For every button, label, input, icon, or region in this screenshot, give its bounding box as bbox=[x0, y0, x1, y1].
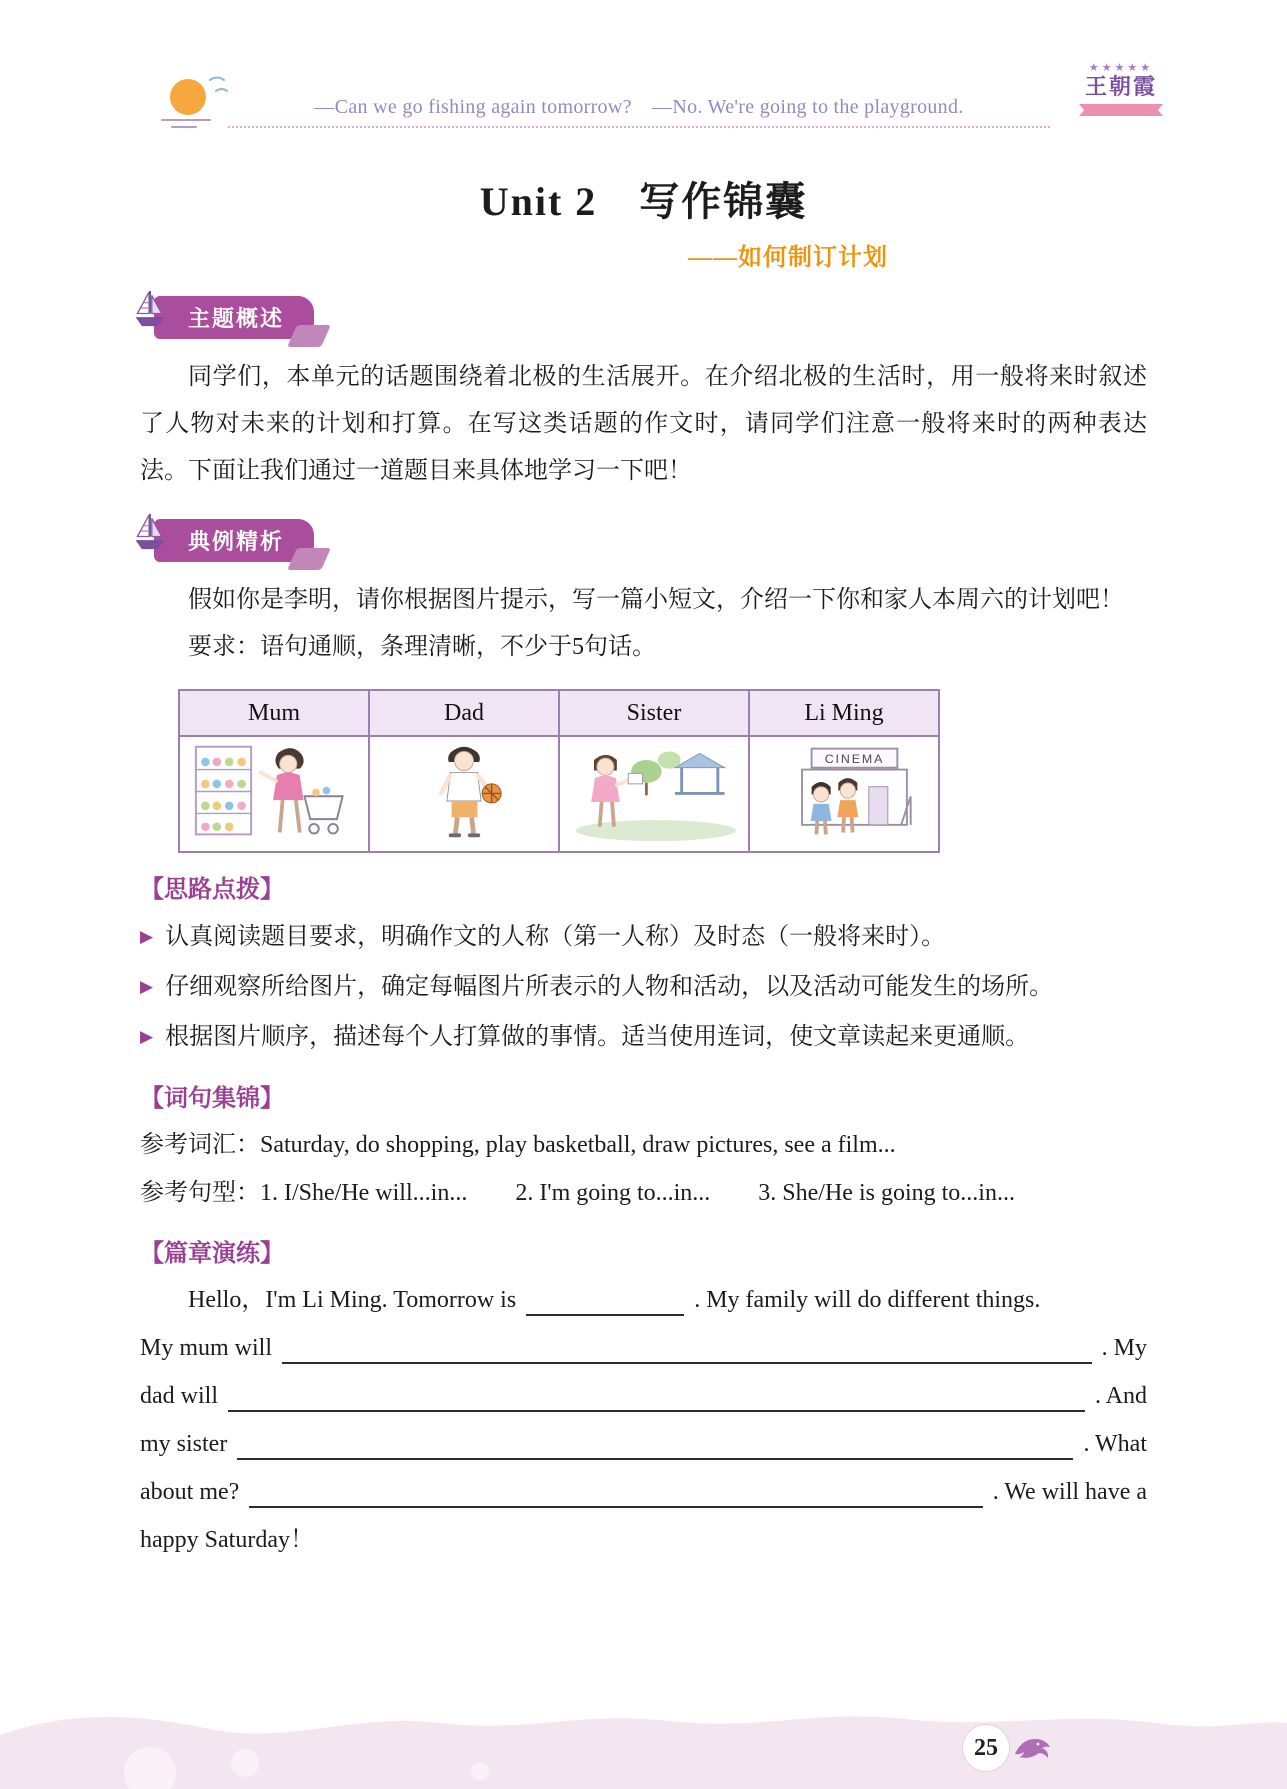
line-text: . And bbox=[1094, 1383, 1147, 1409]
section-example-header bbox=[140, 517, 1147, 561]
cell-sister bbox=[559, 736, 749, 852]
page-header bbox=[0, 0, 1287, 148]
sailboat-icon bbox=[132, 511, 168, 558]
logo-stars-icon: ★★★★★ bbox=[1088, 62, 1154, 74]
mum-shopping-illustration bbox=[188, 741, 360, 842]
section-topic-overview-header bbox=[140, 294, 1147, 338]
practice-line-2 bbox=[140, 1324, 1147, 1372]
fill-blank[interactable] bbox=[228, 1376, 1085, 1412]
tips-heading: 【思路点拨】 bbox=[140, 876, 284, 903]
vocab-heading: 【词句集锦】 bbox=[140, 1085, 284, 1112]
line-text: my sister bbox=[140, 1431, 228, 1457]
dolphin-icon bbox=[1011, 1730, 1055, 1767]
tip-item bbox=[140, 962, 1147, 1012]
example-requirement: 要求：语句通顺，条理清晰，不少于5句话。 bbox=[188, 634, 656, 660]
liming-cinema-illustration bbox=[758, 741, 930, 842]
cinema-sign-text: CINEMA bbox=[824, 751, 885, 766]
example-prompt: 假如你是李明，请你根据图片提示，写一篇小短文，介绍一下你和家人本周六的计划吧！ bbox=[188, 587, 1124, 613]
topic-overview-badge: 主题概述 bbox=[154, 296, 314, 339]
line-text: Hello，I'm Li Ming. Tomorrow is bbox=[188, 1287, 517, 1313]
cell-liming bbox=[749, 736, 939, 852]
practice-line-3 bbox=[140, 1372, 1147, 1420]
sister-drawing-illustration bbox=[568, 741, 740, 842]
practice-line-4 bbox=[140, 1420, 1147, 1468]
table-image-row bbox=[179, 736, 939, 852]
line-text: . My family will do different things. bbox=[694, 1287, 1041, 1313]
topic-overview-paragraph: 同学们，本单元的话题围绕着北极的生活展开。在介绍北极的生活时，用一般将来时叙述了人物对未来的计划和打算。在写这类话题的作文时，请同学们注意一般将来时的两种表达法。下面让我们通过一道题目来具体地学习一下吧！ bbox=[140, 364, 1147, 484]
tip-text: 仔细观察所给图片，确定每幅图片所表示的人物和活动，以及活动可能发生的场所。 bbox=[165, 974, 1054, 1000]
tip-text: 根据图片顺序，描述每个人打算做的事情。适当使用连词，使文章读起来更通顺。 bbox=[165, 1024, 1030, 1050]
table-header-row bbox=[179, 690, 939, 736]
fill-blank[interactable] bbox=[249, 1472, 982, 1508]
sailboat-icon bbox=[132, 288, 168, 335]
page-number: 25 bbox=[963, 1725, 1009, 1771]
header-dialogue-rule bbox=[228, 90, 1050, 128]
unit-title: Unit 2 写作锦囊 bbox=[479, 179, 808, 224]
fill-blank[interactable] bbox=[526, 1280, 684, 1316]
fill-blank[interactable] bbox=[282, 1328, 1092, 1364]
cell-dad bbox=[369, 736, 559, 852]
brand-logo bbox=[1073, 62, 1169, 116]
picture-prompt-table bbox=[178, 689, 940, 853]
triangle-bullet-icon: ▶ bbox=[140, 1027, 154, 1046]
header-dialogue: —Can we go fishing again tomorrow? —No. We're going to the playground. bbox=[314, 96, 964, 118]
line-text: . We will have a bbox=[992, 1479, 1147, 1505]
practice-line-6: happy Saturday！ bbox=[140, 1527, 314, 1553]
page-footer bbox=[0, 1693, 1287, 1789]
line-text: about me? bbox=[140, 1479, 240, 1505]
line-text: . What bbox=[1083, 1431, 1147, 1457]
column-header-dad: Dad bbox=[369, 690, 559, 736]
line-text: My mum will bbox=[140, 1335, 273, 1361]
brand-logo-name: 王朝霞 bbox=[1084, 74, 1157, 99]
header-dotted-line bbox=[228, 126, 1050, 128]
tip-item bbox=[140, 912, 1147, 962]
vocab-words: 参考词汇：Saturday, do shopping, play basketball, draw pictures, see a film... bbox=[140, 1132, 896, 1158]
column-header-liming: Li Ming bbox=[749, 690, 939, 736]
vocab-patterns: 参考句型：1. I/She/He will...in... 2. I'm going to...in... 3. She/He is going to...in... bbox=[140, 1180, 1015, 1206]
tip-text: 认真阅读题目要求，明确作文的人称（第一人称）及时态（一般将来时）。 bbox=[165, 924, 946, 950]
column-header-mum: Mum bbox=[179, 690, 369, 736]
fill-blank[interactable] bbox=[237, 1424, 1073, 1460]
cell-mum bbox=[179, 736, 369, 852]
dad-basketball-illustration bbox=[378, 741, 550, 842]
line-text: dad will bbox=[140, 1383, 218, 1409]
triangle-bullet-icon: ▶ bbox=[140, 927, 154, 946]
example-badge: 典例精析 bbox=[154, 519, 314, 562]
practice-heading: 【篇章演练】 bbox=[140, 1240, 284, 1267]
tip-item bbox=[140, 1012, 1147, 1062]
triangle-bullet-icon: ▶ bbox=[140, 977, 154, 996]
practice-line-5 bbox=[140, 1468, 1147, 1516]
column-header-sister: Sister bbox=[559, 690, 749, 736]
logo-ribbon bbox=[1079, 104, 1163, 116]
unit-subtitle: ——如何制订计划 bbox=[688, 245, 888, 271]
footer-wave bbox=[0, 1693, 1287, 1789]
practice-line-1 bbox=[140, 1276, 1147, 1324]
line-text: . My bbox=[1101, 1335, 1147, 1361]
